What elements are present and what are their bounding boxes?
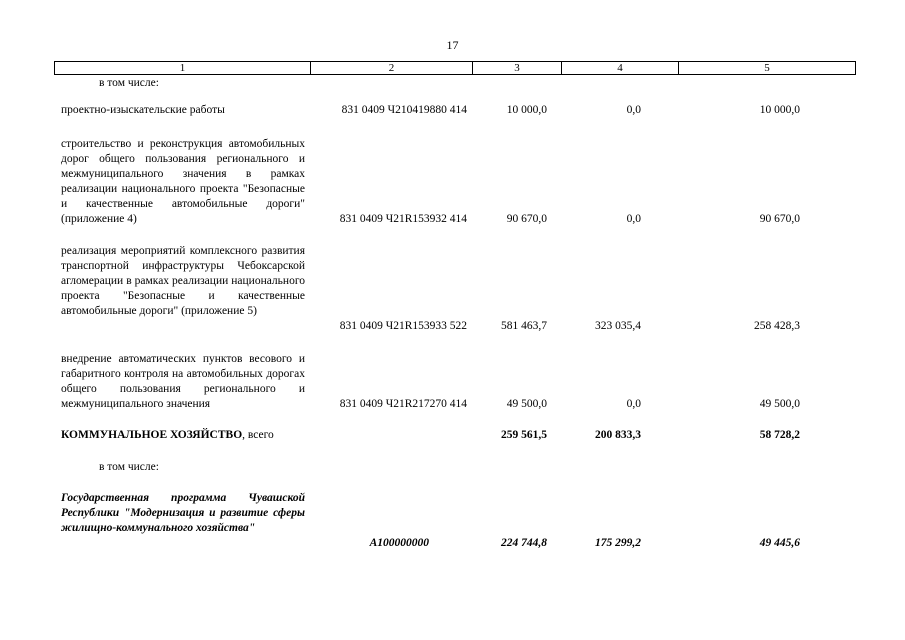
row-value-col4: 0,0 — [626, 398, 641, 410]
row-value-col3: 10 000,0 — [506, 104, 547, 116]
row-code: А100000000 — [369, 537, 429, 549]
row-description: Государственная программа Чувашской Республики "Модернизация и развитие сферы жилищно-коммунального хозяйства" — [61, 492, 305, 534]
row-value-col4: 175 299,2 — [595, 537, 641, 549]
row-value-col3: 259 561,5 — [501, 429, 547, 441]
column-header-5: 5 — [764, 62, 770, 74]
row-description — [61, 428, 305, 443]
row-label: в том числе: — [99, 461, 159, 473]
row-value-col3: 581 463,7 — [501, 320, 547, 332]
row-code: 831 0409 Ч21R217270 414 — [339, 398, 467, 410]
row-description: строительство и реконструкция автомобильных дорог общего пользования регионального и межмуниципального значения в рамках реализации национального проекта "Безопасные и качественные автомобильные дороги" (приложение 4) — [61, 138, 305, 225]
row-value-col5: 58 728,2 — [759, 429, 800, 441]
row-code: 831 0409 Ч21R153933 522 — [339, 320, 467, 332]
row-value-col5: 49 445,6 — [759, 537, 800, 549]
row-label: в том числе: — [99, 77, 159, 89]
row-value-col3: 224 744,8 — [501, 537, 547, 549]
row-description: реализация мероприятий комплексного развития транспортной инфраструктуры Чебоксарской агломерации в рамках реализации национального проекта "Безопасные и качественные автомобильные дороги" (приложение 5) — [61, 245, 305, 317]
row-value-col4: 323 035,4 — [595, 320, 641, 332]
column-header-4: 4 — [562, 62, 679, 74]
column-header-3: 3 — [473, 62, 562, 74]
row-value-col4: 0,0 — [626, 104, 641, 116]
row-value-col5: 90 670,0 — [759, 213, 800, 225]
column-header-1: 1 — [55, 62, 311, 74]
section-title-suffix: , всего — [242, 429, 274, 441]
row-value-col3: 49 500,0 — [506, 398, 547, 410]
row-code: 831 0409 Ч210419880 414 — [341, 104, 467, 116]
page-number: 17 — [446, 38, 459, 52]
section-title: КОММУНАЛЬНОЕ ХОЗЯЙСТВО — [61, 429, 243, 441]
row-code: 831 0409 Ч21R153932 414 — [339, 213, 467, 225]
row-value-col5: 49 500,0 — [759, 398, 800, 410]
row-value-col5: 258 428,3 — [754, 320, 800, 332]
row-value-col3: 90 670,0 — [506, 213, 547, 225]
row-description: внедрение автоматических пунктов весового и габаритного контроля на автомобильных дорогах общего пользования регионального и межмуниципального значения — [61, 353, 305, 410]
row-description: проектно-изыскательские работы — [61, 104, 225, 116]
row-value-col5: 10 000,0 — [759, 104, 800, 116]
row-value-col4: 0,0 — [626, 213, 641, 225]
column-header-2: 2 — [311, 62, 473, 74]
column-header-row — [54, 61, 856, 75]
row-value-col4: 200 833,3 — [595, 429, 641, 441]
